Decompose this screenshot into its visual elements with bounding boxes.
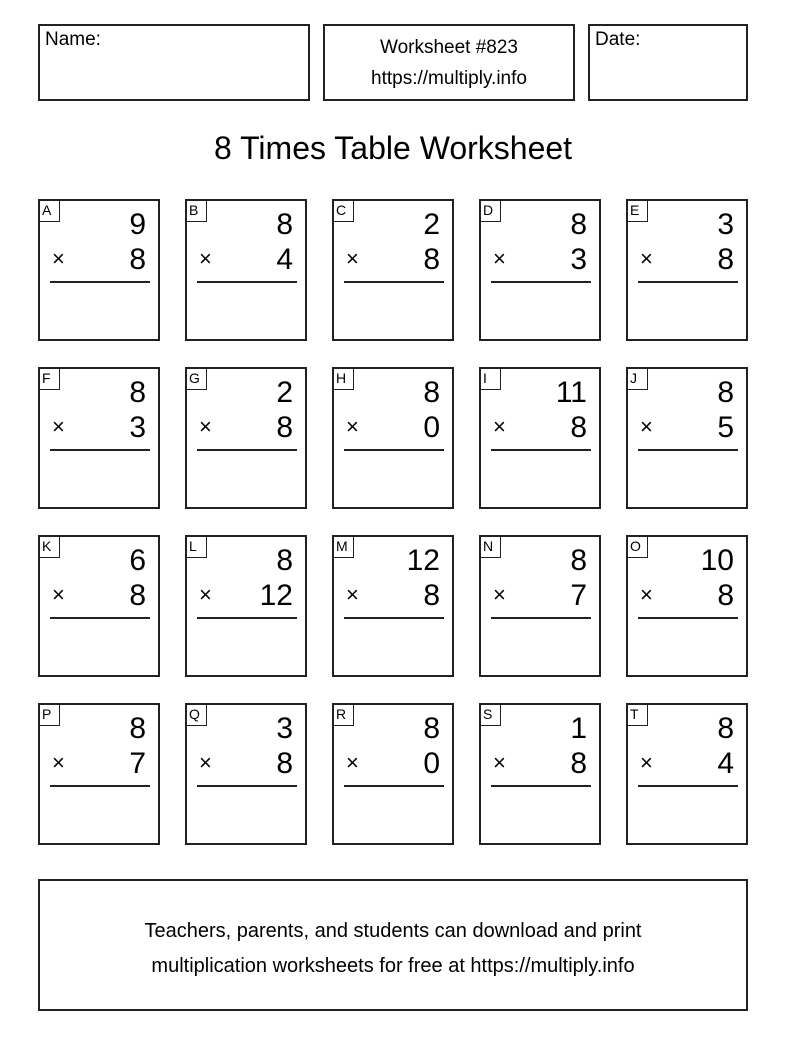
multiplier: 0	[423, 411, 440, 444]
problem-card[interactable]	[38, 535, 160, 677]
times-sign: ×	[346, 582, 359, 607]
multiplier: 3	[570, 243, 587, 276]
problem-letter: K	[38, 535, 60, 558]
times-sign: ×	[346, 750, 359, 775]
answer-line	[638, 281, 738, 283]
times-sign: ×	[52, 582, 65, 607]
multiplier: 8	[570, 747, 587, 780]
date-label: Date:	[595, 29, 641, 50]
problem-grid	[38, 199, 750, 845]
answer-line	[638, 449, 738, 451]
times-sign: ×	[640, 246, 653, 271]
problem-letter: O	[626, 535, 648, 558]
multiplier: 0	[423, 747, 440, 780]
multiplier: 7	[129, 747, 146, 780]
multiplier: 8	[423, 243, 440, 276]
problem-card[interactable]	[38, 703, 160, 845]
problem-card[interactable]	[479, 535, 601, 677]
multiplier: 8	[717, 243, 734, 276]
problem-card[interactable]	[332, 199, 454, 341]
date-field[interactable]	[588, 24, 748, 101]
problem-letter: I	[479, 367, 501, 390]
answer-line	[638, 785, 738, 787]
multiplier: 8	[570, 411, 587, 444]
answer-line	[344, 449, 444, 451]
multiplicand: 8	[570, 208, 587, 241]
multiplicand: 9	[129, 208, 146, 241]
problem-card[interactable]	[479, 199, 601, 341]
multiplier: 8	[276, 411, 293, 444]
multiplicand: 10	[700, 544, 734, 577]
answer-line	[50, 449, 150, 451]
multiplier: 8	[717, 579, 734, 612]
footer-line-1: Teachers, parents, and students can download and print	[144, 920, 642, 942]
problem-letter: F	[38, 367, 60, 390]
footer-line-2: multiplication worksheets for free at https://multiply.info	[151, 955, 635, 977]
times-sign: ×	[493, 582, 506, 607]
problem-letter: S	[479, 703, 501, 726]
multiplicand: 2	[423, 208, 440, 241]
problem-card[interactable]	[185, 703, 307, 845]
times-sign: ×	[640, 582, 653, 607]
multiplicand: 8	[423, 712, 440, 745]
problem-card[interactable]	[332, 367, 454, 509]
multiplier: 8	[129, 243, 146, 276]
problem-letter: A	[38, 199, 60, 222]
multiplier: 5	[717, 411, 734, 444]
problem-card[interactable]	[332, 703, 454, 845]
answer-line	[491, 281, 591, 283]
problem-letter: M	[332, 535, 354, 558]
multiplier: 8	[423, 579, 440, 612]
problem-card[interactable]	[626, 199, 748, 341]
multiplier: 12	[259, 579, 293, 612]
times-sign: ×	[346, 246, 359, 271]
multiplicand: 8	[423, 376, 440, 409]
answer-line	[197, 617, 297, 619]
problem-letter: Q	[185, 703, 207, 726]
problem-letter: H	[332, 367, 354, 390]
problem-letter: B	[185, 199, 207, 222]
multiplicand: 3	[717, 208, 734, 241]
times-sign: ×	[493, 246, 506, 271]
times-sign: ×	[640, 414, 653, 439]
times-sign: ×	[493, 750, 506, 775]
times-sign: ×	[199, 582, 212, 607]
multiplicand: 12	[406, 544, 440, 577]
problem-card[interactable]	[185, 367, 307, 509]
problem-card[interactable]	[626, 703, 748, 845]
problem-card[interactable]	[626, 535, 748, 677]
answer-line	[344, 785, 444, 787]
multiplicand: 8	[717, 376, 734, 409]
footer-box	[38, 879, 748, 1011]
multiplier: 4	[717, 747, 734, 780]
problem-card[interactable]	[626, 367, 748, 509]
problem-letter: J	[626, 367, 648, 390]
multiplier: 4	[276, 243, 293, 276]
problem-letter: L	[185, 535, 207, 558]
problem-letter: T	[626, 703, 648, 726]
multiplicand: 11	[555, 376, 587, 409]
problem-card[interactable]	[185, 199, 307, 341]
times-sign: ×	[346, 414, 359, 439]
problem-card[interactable]	[38, 367, 160, 509]
times-sign: ×	[199, 750, 212, 775]
multiplicand: 1	[570, 712, 587, 745]
times-sign: ×	[52, 414, 65, 439]
answer-line	[491, 449, 591, 451]
problem-letter: G	[185, 367, 207, 390]
multiplier: 8	[276, 747, 293, 780]
multiplicand: 8	[570, 544, 587, 577]
problem-card[interactable]	[38, 199, 160, 341]
multiplier: 3	[129, 411, 146, 444]
problem-card[interactable]	[479, 703, 601, 845]
answer-line	[50, 785, 150, 787]
problem-card[interactable]	[332, 535, 454, 677]
name-label: Name:	[45, 29, 101, 50]
multiplicand: 8	[129, 376, 146, 409]
page-title: 8 Times Table Worksheet	[213, 130, 573, 166]
times-sign: ×	[52, 246, 65, 271]
problem-letter: R	[332, 703, 354, 726]
multiplicand: 8	[129, 712, 146, 745]
problem-letter: D	[479, 199, 501, 222]
footer-text	[40, 914, 746, 984]
problem-letter: E	[626, 199, 648, 222]
multiplicand: 6	[129, 544, 146, 577]
worksheet-info-box	[323, 24, 575, 101]
answer-line	[50, 281, 150, 283]
multiplicand: 8	[276, 208, 293, 241]
problem-card[interactable]	[185, 535, 307, 677]
multiplier: 7	[570, 579, 587, 612]
answer-line	[344, 617, 444, 619]
answer-line	[197, 449, 297, 451]
problem-card[interactable]	[479, 367, 601, 509]
times-sign: ×	[493, 414, 506, 439]
problem-letter: N	[479, 535, 501, 558]
problem-letter: P	[38, 703, 60, 726]
answer-line	[491, 785, 591, 787]
multiplicand: 8	[276, 544, 293, 577]
worksheet-number: Worksheet #823	[379, 37, 518, 58]
multiplicand: 8	[717, 712, 734, 745]
answer-line	[197, 785, 297, 787]
times-sign: ×	[52, 750, 65, 775]
problem-letter: C	[332, 199, 354, 222]
answer-line	[50, 617, 150, 619]
times-sign: ×	[199, 414, 212, 439]
multiplicand: 3	[276, 712, 293, 745]
times-sign: ×	[640, 750, 653, 775]
times-sign: ×	[199, 246, 212, 271]
worksheet-url: https://multiply.info	[371, 68, 527, 89]
answer-line	[491, 617, 591, 619]
multiplier: 8	[129, 579, 146, 612]
answer-line	[344, 281, 444, 283]
answer-line	[638, 617, 738, 619]
name-field[interactable]	[38, 24, 310, 101]
multiplicand: 2	[276, 376, 293, 409]
answer-line	[197, 281, 297, 283]
